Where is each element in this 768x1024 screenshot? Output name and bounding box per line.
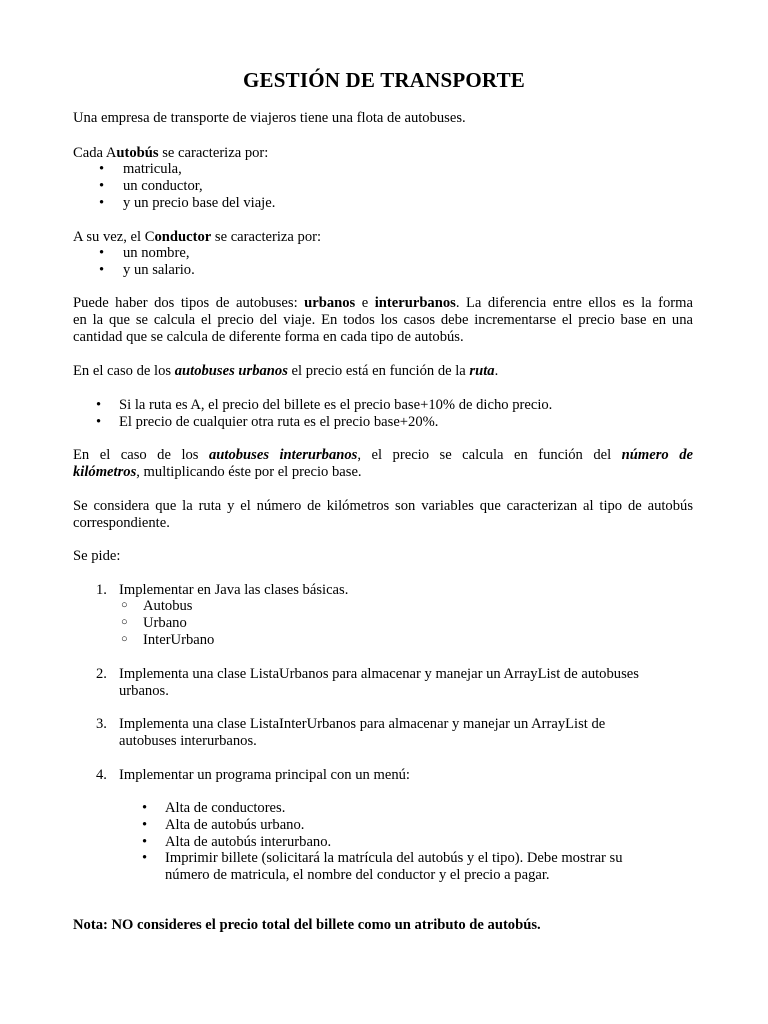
text-run-bold: interurbanos: [374, 295, 456, 311]
page-title: GESTIÓN DE TRANSPORTE: [243, 68, 525, 92]
tipos-paragraph-line-2: en la que se calcula el precio del viaje. En todos los casos debe incrementarse el precio base en una: [73, 312, 693, 328]
menu-item-continuation: número de matricula, el nombre del conductor y el precio a pagar.: [165, 867, 550, 883]
circle-bullet-icon: ○: [121, 599, 128, 611]
menu-item: Alta de conductores.: [165, 800, 286, 816]
menu-item: Imprimir billete (solicitará la matrícula del autobús y el tipo). Debe mostrar su: [165, 850, 623, 866]
bullet-icon: •: [142, 817, 148, 833]
task-4-text: Implementar un programa principal con un menú:: [119, 767, 410, 783]
text-run-bold-italic: kilómetros: [73, 464, 137, 480]
text-run: En el caso de los: [73, 447, 209, 463]
task-3-line-2: autobuses interurbanos.: [119, 733, 257, 749]
text-run-bold: urbanos: [304, 295, 356, 311]
circle-bullet-icon: ○: [121, 616, 128, 628]
bullet-icon: •: [142, 800, 148, 816]
autobus-heading-pre: Cada A: [73, 145, 117, 161]
conductor-heading-pre: A su vez, el C: [73, 229, 155, 245]
text-run: .: [494, 363, 499, 379]
autobus-heading-post: se caracteriza por:: [158, 145, 269, 161]
text-run-bold-italic: autobuses interurbanos: [208, 447, 358, 463]
text-run: Puede haber dos tipos de autobuses:: [73, 295, 305, 311]
circle-bullet-icon: ○: [121, 633, 128, 645]
tipos-paragraph-line-1: [73, 295, 693, 312]
text-run: En el caso de los: [73, 363, 175, 379]
note-text: Nota: NO consideres el precio total del billete como un atributo de autobús.: [73, 917, 541, 933]
bullet-icon: •: [96, 397, 102, 413]
conductor-heading-bold: onductor: [154, 229, 212, 245]
bullet-icon: •: [99, 245, 105, 261]
list-item: El precio de cualquier otra ruta es el precio base+20%.: [119, 414, 439, 430]
text-run-bold-italic: autobuses urbanos: [174, 363, 288, 379]
bullet-icon: •: [99, 178, 105, 194]
subitem: Urbano: [143, 615, 187, 631]
conductor-heading: [73, 229, 321, 246]
autobus-heading-bold: utobús: [116, 145, 159, 161]
list-item: Si la ruta es A, el precio del billete es el precio base+10% de dicho precio.: [119, 397, 553, 413]
list-item: matricula,: [123, 161, 182, 177]
subitem: Autobus: [143, 598, 193, 614]
task-1-text: Implementar en Java las clases básicas.: [119, 582, 349, 598]
bullet-icon: •: [99, 195, 105, 211]
bullet-icon: •: [142, 850, 148, 866]
urbanos-paragraph: [73, 363, 498, 380]
text-run: , el precio se calcula en función del: [357, 447, 622, 463]
text-run-bold-italic: ruta: [469, 363, 495, 379]
autobus-heading: [73, 145, 268, 162]
subitem: InterUrbano: [143, 632, 215, 648]
se-pide-label: Se pide:: [73, 548, 121, 564]
tipos-paragraph-line-3: cantidad que se calcula de diferente forma en cada tipo de autobús.: [73, 329, 464, 345]
task-number: 2.: [96, 666, 107, 682]
menu-item: Alta de autobús urbano.: [165, 817, 305, 833]
list-item: un conductor,: [123, 178, 203, 194]
menu-item: Alta de autobús interurbano.: [165, 834, 332, 850]
interurbanos-paragraph-line-2: [73, 464, 362, 481]
text-run: . La diferencia entre ellos es la forma: [455, 295, 693, 311]
task-number: 1.: [96, 582, 107, 598]
list-item: un nombre,: [123, 245, 190, 261]
task-number: 3.: [96, 716, 107, 732]
conductor-heading-post: se caracteriza por:: [211, 229, 322, 245]
considera-paragraph-line-2: correspondiente.: [73, 515, 170, 531]
task-number: 4.: [96, 767, 107, 783]
text-run: e: [355, 295, 375, 311]
task-2-line-2: urbanos.: [119, 683, 169, 699]
task-3-line-1: Implementa una clase ListaInterUrbanos para almacenar y manejar un ArrayList de: [119, 716, 606, 732]
bullet-icon: •: [99, 161, 105, 177]
task-2-line-1: Implementa una clase ListaUrbanos para almacenar y manejar un ArrayList de autobuses: [119, 666, 639, 682]
bullet-icon: •: [99, 262, 105, 278]
text-run-bold-italic: número de: [621, 447, 693, 463]
intro-text: Una empresa de transporte de viajeros tiene una flota de autobuses.: [73, 110, 466, 126]
list-item: y un precio base del viaje.: [123, 195, 276, 211]
interurbanos-paragraph-line-1: [73, 447, 693, 464]
considera-paragraph-line-1: Se considera que la ruta y el número de kilómetros son variables que caracterizan al tipo de autobús: [73, 498, 693, 514]
text-run: , multiplicando éste por el precio base.: [136, 464, 362, 480]
bullet-icon: •: [142, 834, 148, 850]
bullet-icon: •: [96, 414, 102, 430]
text-run: el precio está en función de la: [287, 363, 470, 379]
list-item: y un salario.: [123, 262, 195, 278]
